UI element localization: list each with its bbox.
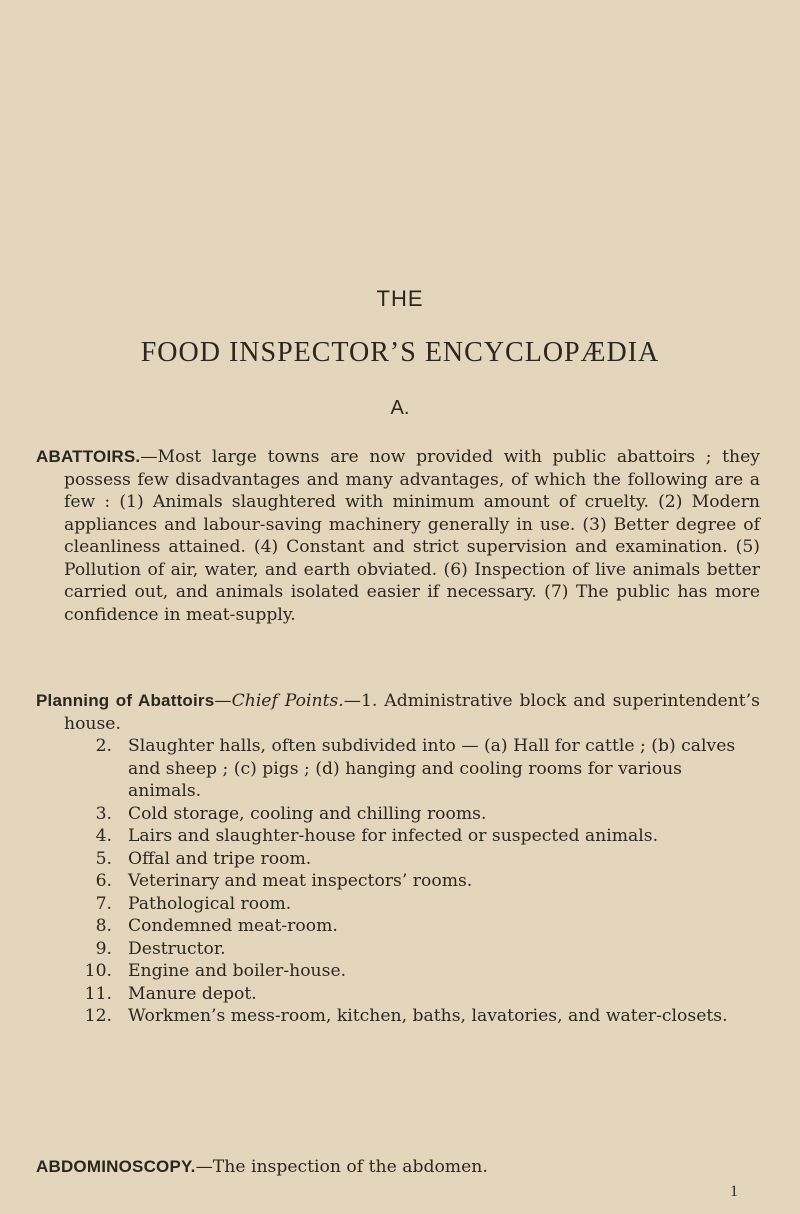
- list-item: [36, 803, 760, 826]
- abdominoscopy-paragraph: [36, 1156, 760, 1179]
- abattoirs-paragraph: [36, 446, 760, 626]
- list-item: [36, 870, 760, 893]
- list-item-text: Veterinary and meat inspectors’ rooms.: [128, 871, 473, 891]
- planning-term: Planning of Abattoirs: [36, 691, 215, 710]
- planning-list: [36, 735, 760, 1028]
- list-item-text: Engine and boiler-house.: [128, 961, 347, 981]
- list-item-text: Cold storage, cooling and chilling rooms.: [128, 803, 487, 824]
- entry-planning: [36, 690, 760, 1028]
- list-item: [36, 938, 760, 961]
- list-item-text: Pathological room.: [128, 893, 292, 914]
- list-item-number: 4.: [95, 826, 112, 846]
- abattoirs-text: —Most large towns are now provided with public abattoirs ; they possess few disadvantages and many advantages, of which the following are a few : (1) Animals slaughtered with minimum amount of cruelty. (2) Modern appliances and labour-saving machinery generally in use. (3) Better degree of cleanliness attained. (4) Constant and strict supervision and examination. (5) Pollution of air, water, and earth obviated. (6) Inspection of live animals better carried out, and animals isolated easier if necessary. (7) The public has more confidence in meat-supply.: [64, 447, 760, 625]
- abattoirs-term: ABATTOIRS.: [36, 447, 141, 466]
- list-item-text: Offal and tripe room.: [128, 848, 312, 869]
- list-item-number: 5.: [95, 848, 112, 869]
- list-item-number: 7.: [95, 893, 112, 914]
- abdominoscopy-term: ABDOMINOSCOPY.: [36, 1157, 196, 1176]
- list-item-text: Destructor.: [128, 938, 226, 959]
- header-the: THE: [376, 286, 424, 311]
- list-item: [36, 825, 760, 848]
- list-item-text: Slaughter halls, often subdivided into — (a) Hall for cattle ; (b) calves and sheep ; (c) pigs ; (d) hanging and cooling rooms for various animals.: [128, 736, 736, 801]
- planning-paragraph: [36, 690, 760, 735]
- list-item: [36, 983, 760, 1006]
- list-item: [36, 735, 760, 803]
- list-item-number: 2.: [95, 736, 112, 756]
- list-item-number: 12.: [84, 1006, 112, 1026]
- planning-first-item: 1. Administrative block and superintendent’s house.: [64, 691, 760, 734]
- page-title: FOOD INSPECTOR’S ENCYCLOPÆDIA: [140, 337, 660, 368]
- list-item: [36, 915, 760, 938]
- list-item-number: 3.: [95, 803, 112, 824]
- entry-abattoirs: [36, 446, 760, 626]
- list-item: [36, 960, 760, 983]
- planning-subtitle: —Chief Points.—: [214, 691, 361, 711]
- list-item-number: 6.: [95, 871, 112, 891]
- list-item: [36, 1005, 760, 1028]
- section-letter: A.: [390, 397, 410, 419]
- entry-abdominoscopy: [36, 1156, 760, 1179]
- list-item-text: Condemned meat-room.: [128, 916, 338, 936]
- list-item: [36, 893, 760, 916]
- list-item-number: 11.: [84, 983, 112, 1004]
- page-number: 1: [730, 1183, 738, 1200]
- list-item-text: Workmen’s mess-room, kitchen, baths, lavatories, and water-closets.: [128, 1006, 728, 1026]
- abdominoscopy-text: —The inspection of the abdomen.: [195, 1157, 488, 1177]
- list-item-text: Lairs and slaughter-house for infected or suspected animals.: [128, 826, 659, 846]
- list-item-number: 10.: [84, 961, 112, 981]
- list-item-text: Manure depot.: [128, 983, 257, 1004]
- list-item-number: 9.: [95, 938, 112, 959]
- list-item: [36, 848, 760, 871]
- list-item-number: 8.: [95, 916, 112, 936]
